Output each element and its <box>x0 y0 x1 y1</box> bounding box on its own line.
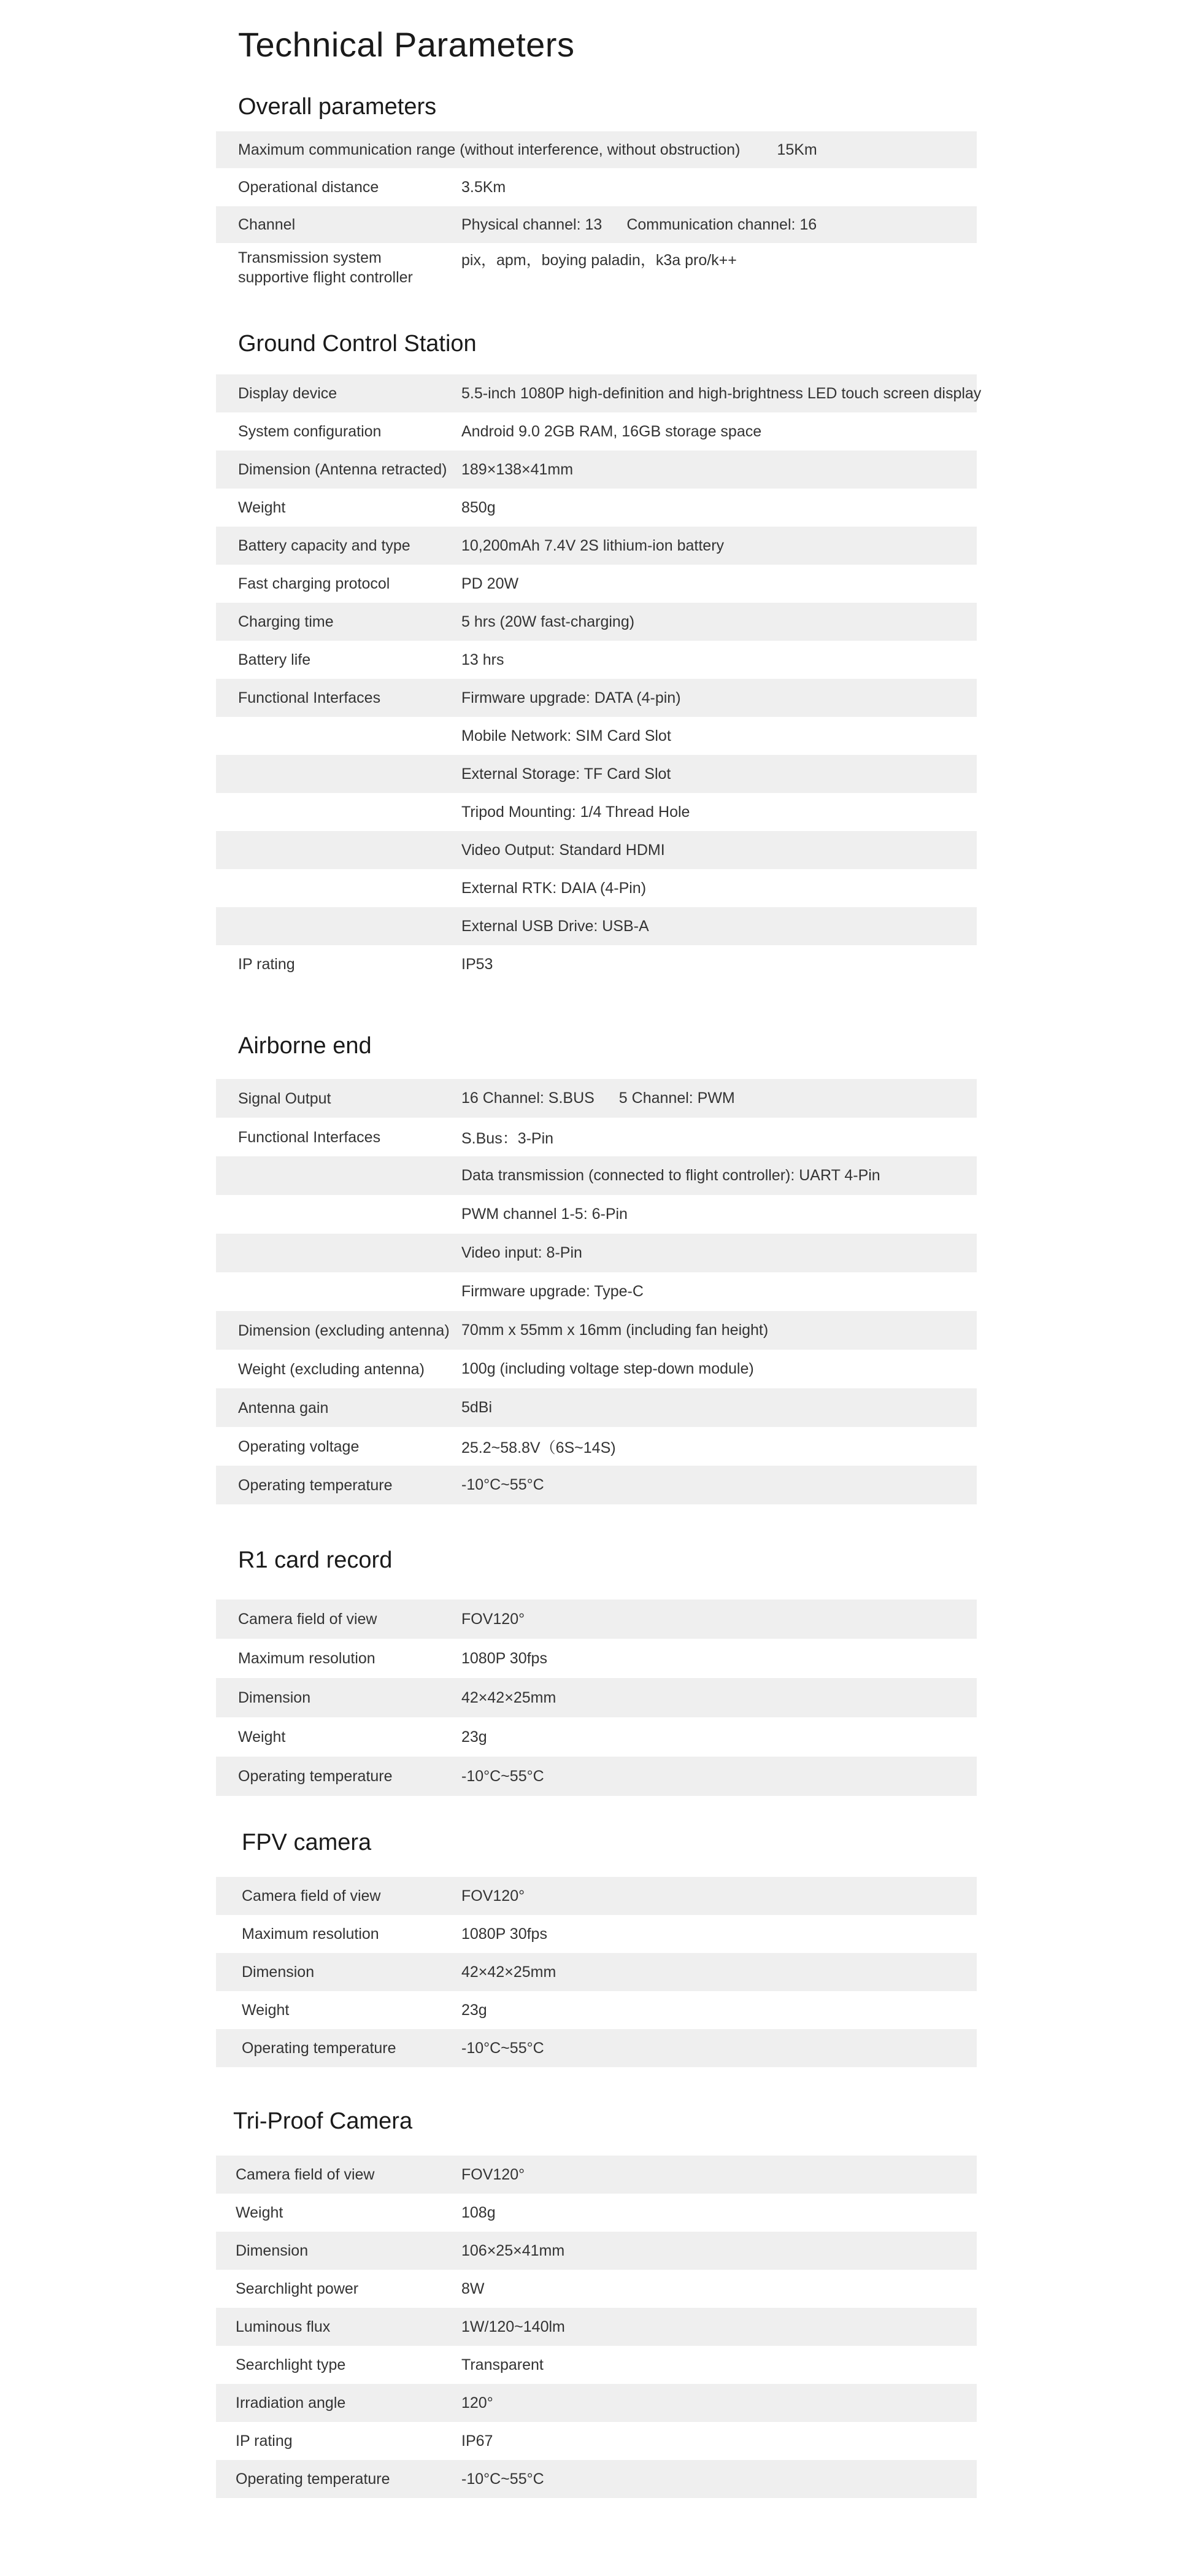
table-row <box>216 1234 977 1272</box>
row-value: -10°C~55°C <box>461 1476 544 1493</box>
row-value: 1080P 30fps <box>461 1925 547 1943</box>
row-value: Android 9.0 2GB RAM, 16GB storage space <box>461 422 762 440</box>
row-label: Dimension <box>236 2242 309 2259</box>
row-label: Searchlight type <box>236 2356 346 2373</box>
table-row <box>216 1118 977 1156</box>
row-value: -10°C~55°C <box>461 2039 544 2057</box>
table-row <box>216 869 977 907</box>
row-value: FOV120° <box>461 2165 525 2183</box>
table-row <box>216 1427 977 1466</box>
table-row <box>216 1877 977 1915</box>
row-value: 850g <box>461 498 496 516</box>
table-row <box>216 2156 977 2194</box>
row-value: S.Bus：3-Pin <box>461 1129 554 1147</box>
table-row <box>216 1311 977 1350</box>
section-overall-parameters <box>216 91 977 296</box>
section-title: Airborne end <box>238 1033 372 1059</box>
row-value: Firmware upgrade: DATA (4-pin) <box>461 689 681 706</box>
row-label: Functional Interfaces <box>238 689 381 706</box>
table-row <box>216 2346 977 2384</box>
row-value: External Storage: TF Card Slot <box>461 765 671 783</box>
row-label: Weight <box>242 2002 290 2019</box>
row-value <box>461 216 977 234</box>
row-value-part: Communication channel: 16 <box>626 215 817 233</box>
row-value: 23g <box>461 2001 487 2019</box>
table-row <box>216 1639 977 1678</box>
table-row <box>216 206 977 243</box>
table-row <box>216 603 977 641</box>
row-label: Operating temperature <box>238 1476 393 1494</box>
section-ground-control-station <box>216 328 982 983</box>
row-label: Maximum resolution <box>238 1650 375 1667</box>
table-row <box>216 1272 977 1311</box>
row-label: Camera field of view <box>242 1887 381 1905</box>
row-value: -10°C~55°C <box>461 2470 544 2488</box>
row-label: Functional Interfaces <box>238 1128 381 1146</box>
row-value: External USB Drive: USB-A <box>461 917 649 935</box>
table-row <box>216 1678 977 1717</box>
table-row <box>216 1079 977 1118</box>
row-label: Maximum resolution <box>242 1925 379 1943</box>
row-value: 42×42×25mm <box>461 1963 556 1981</box>
row-value: Firmware upgrade: Type-C <box>461 1283 644 1300</box>
row-value: 108g <box>461 2203 496 2221</box>
row-value: 106×25×41mm <box>461 2241 565 2259</box>
table-row <box>216 1599 977 1639</box>
table-row <box>216 412 977 451</box>
row-label: Battery capacity and type <box>238 537 410 554</box>
table-row <box>216 2029 977 2067</box>
row-value: Video Output: Standard HDMI <box>461 841 665 859</box>
table-row <box>216 1953 977 1991</box>
row-label: Display device <box>238 385 337 402</box>
row-label: Searchlight power <box>236 2280 359 2297</box>
row-label: Camera field of view <box>236 2166 375 2183</box>
row-value: 5dBi <box>461 1399 493 1416</box>
table-row <box>216 451 977 489</box>
row-label: Luminous flux <box>236 2318 331 2335</box>
row-value: 100g (including voltage step-down module) <box>461 1360 754 1377</box>
row-label: Dimension (excluding antenna) <box>238 1321 450 1339</box>
table-row <box>216 1466 977 1504</box>
row-value: PD 20W <box>461 574 519 592</box>
row-label: Operating temperature <box>236 2470 390 2488</box>
row-label: Irradiation angle <box>236 2394 346 2412</box>
table-row <box>216 945 977 983</box>
row-value-part: 16 Channel: S.BUS <box>461 1089 595 1107</box>
table-row <box>216 1717 977 1757</box>
table-row <box>216 2422 977 2460</box>
row-value: 3.5Km <box>461 178 506 196</box>
row-value: 5.5-inch 1080P high-definition and high-brightness LED touch screen display <box>461 384 982 402</box>
row-value: IP53 <box>461 955 493 973</box>
section-r1-card-record <box>216 1544 977 1796</box>
table-row <box>216 2232 977 2270</box>
row-value: pix，apm，boying paladin，k3a pro/k++ <box>461 252 737 269</box>
row-value: 42×42×25mm <box>461 1688 556 1706</box>
section-title: Ground Control Station <box>238 331 477 357</box>
table-row <box>216 1757 977 1796</box>
row-value: 70mm x 55mm x 16mm (including fan height) <box>461 1321 769 1339</box>
row-label: Antenna gain <box>238 1399 329 1417</box>
table-row <box>216 1388 977 1427</box>
row-label: Camera field of view <box>238 1611 377 1628</box>
row-label: Dimension <box>238 1689 311 1706</box>
table-row <box>216 1915 977 1953</box>
table-row <box>216 2460 977 2498</box>
row-value: Transparent <box>461 2356 544 2373</box>
row-value: FOV120° <box>461 1610 525 1628</box>
row-value: Data transmission (connected to flight controller): UART 4-Pin <box>461 1167 880 1184</box>
table-row <box>216 679 977 717</box>
section-title: R1 card record <box>238 1547 393 1573</box>
row-label: Operating voltage <box>238 1437 360 1455</box>
section-airborne-end <box>216 1030 977 1504</box>
table-row <box>216 489 977 527</box>
table-row <box>216 2194 977 2232</box>
row-label: System configuration <box>238 423 382 440</box>
section-fpv-camera <box>216 1827 977 2067</box>
row-value: 189×138×41mm <box>461 460 574 478</box>
row-value: 23g <box>461 1728 487 1746</box>
table-row <box>216 755 977 793</box>
row-label: Maximum communication range (without interference, without obstruction) <box>238 141 741 158</box>
row-label: IP rating <box>236 2432 293 2450</box>
table-row <box>216 1991 977 2029</box>
row-value: FOV120° <box>461 1887 525 1905</box>
table-row <box>216 1156 977 1195</box>
section-tri-proof-camera <box>216 2105 977 2498</box>
row-label: Dimension <box>242 1963 315 1981</box>
table-row <box>216 168 977 206</box>
row-label: Operating temperature <box>242 2040 396 2057</box>
table-row <box>216 565 977 603</box>
row-label: Operational distance <box>238 179 379 196</box>
row-label: Weight <box>238 1728 286 1746</box>
table-row <box>216 131 977 168</box>
section-title: Tri-Proof Camera <box>233 2108 413 2134</box>
row-value: Video input: 8-Pin <box>461 1244 582 1261</box>
row-label: Operating temperature <box>238 1768 393 1785</box>
row-value: -10°C~55°C <box>461 1767 544 1785</box>
table-row <box>216 374 982 412</box>
row-label: Signal Output <box>238 1089 331 1107</box>
row-value-part: Physical channel: 13 <box>461 215 602 233</box>
row-value: Mobile Network: SIM Card Slot <box>461 727 671 745</box>
table-row <box>216 793 977 831</box>
row-value <box>461 1089 977 1107</box>
row-label: Channel <box>238 216 296 233</box>
page-title: Technical Parameters <box>238 25 575 64</box>
table-row <box>216 243 977 296</box>
row-label: Fast charging protocol <box>238 575 390 592</box>
row-value: PWM channel 1-5: 6-Pin <box>461 1205 628 1223</box>
row-value: 1W/120~140lm <box>461 2318 565 2335</box>
row-value: 1080P 30fps <box>461 1649 547 1667</box>
row-label: Charging time <box>238 613 334 630</box>
section-title: FPV camera <box>242 1830 372 1855</box>
row-value: 10,200mAh 7.4V 2S lithium-ion battery <box>461 536 725 554</box>
row-value: 8W <box>461 2280 485 2297</box>
row-label: Weight <box>238 499 286 516</box>
row-label: Weight <box>236 2204 283 2221</box>
table-row <box>216 717 977 755</box>
row-label: Dimension (Antenna retracted) <box>238 461 447 478</box>
table-row <box>216 2270 977 2308</box>
row-value: 15Km <box>777 141 817 158</box>
table-row <box>216 831 977 869</box>
row-label: Transmission system supportive flight controller <box>238 249 413 286</box>
row-value: IP67 <box>461 2432 493 2450</box>
table-row <box>216 1350 977 1388</box>
row-value: 120° <box>461 2394 493 2412</box>
table-row <box>216 2384 977 2422</box>
table-row <box>216 641 977 679</box>
table-row <box>216 527 977 565</box>
row-label: Battery life <box>238 651 311 668</box>
row-value: 25.2~58.8V（6S~14S) <box>461 1439 616 1456</box>
row-value: Tripod Mounting: 1/4 Thread Hole <box>461 803 690 821</box>
table-row <box>216 2308 977 2346</box>
row-value: External RTK: DAIA (4-Pin) <box>461 879 647 897</box>
row-label: IP rating <box>238 956 295 973</box>
section-title: Overall parameters <box>238 94 437 120</box>
row-value: 5 hrs (20W fast-charging) <box>461 613 635 630</box>
table-row <box>216 1195 977 1234</box>
row-value: 13 hrs <box>461 651 504 668</box>
table-row <box>216 907 977 945</box>
row-value-part: 5 Channel: PWM <box>618 1089 735 1107</box>
row-label: Weight (excluding antenna) <box>238 1360 425 1378</box>
